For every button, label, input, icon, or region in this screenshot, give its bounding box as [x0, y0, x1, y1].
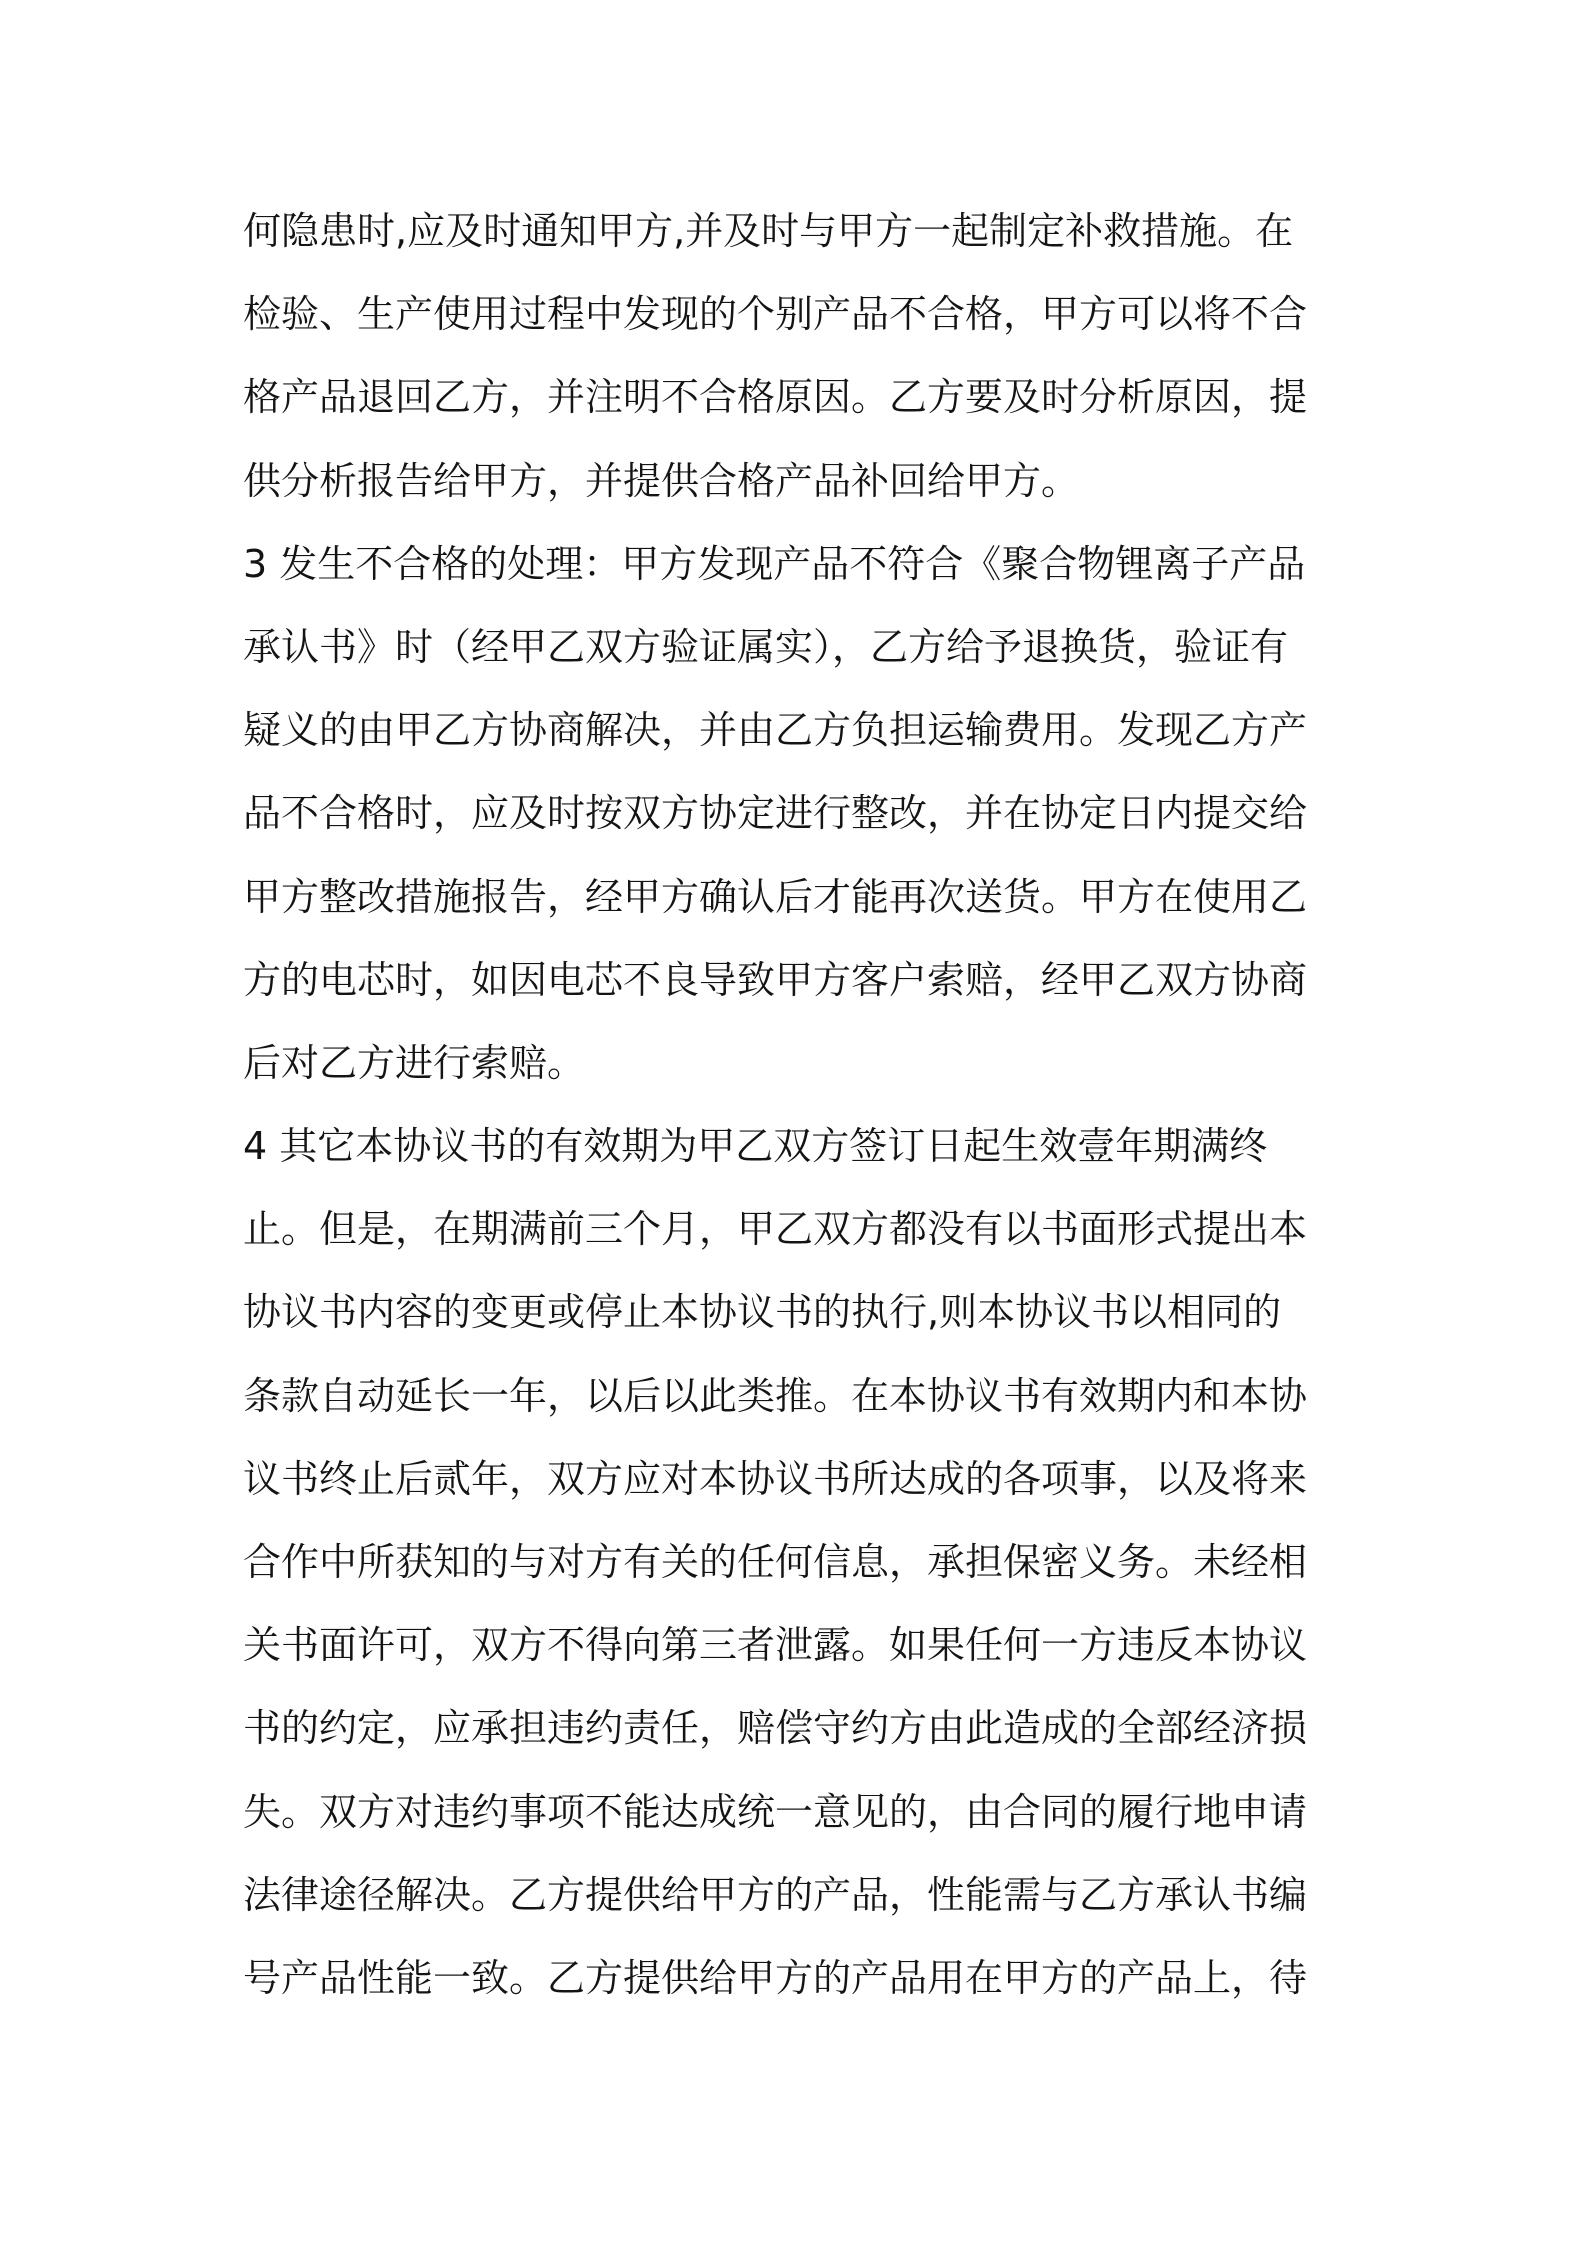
text-line-10: 方的电芯时，如因电芯不良导致甲方客户索赔，经甲乙双方协商 [243, 957, 1308, 1002]
text-line-13: 止。但是，在期满前三个月，甲乙双方都没有以书面形式提出本 [243, 1207, 1308, 1252]
text-line-9: 甲方整改措施报告，经甲方确认后才能再次送货。甲方在使用乙 [243, 874, 1308, 919]
text-line-3: 格产品退回乙方，并注明不合格原因。乙方要及时分析原因，提 [243, 375, 1308, 420]
text-line-14: 协议书内容的变更或停止本协议书的执行,则本协议书以相同的 [243, 1290, 1282, 1335]
text-line-6: 承认书》时（经甲乙双方验证属实），乙方给予退换货，验证有 [243, 624, 1289, 669]
text-line-18: 关书面许可，双方不得向第三者泄露。如果任何一方违反本协议 [243, 1623, 1308, 1668]
text-line-19: 书的约定，应承担违约责任，赔偿守约方由此造成的全部经济损 [243, 1706, 1308, 1751]
text-line-17: 合作中所获知的与对方有关的任何信息，承担保密义务。未经相 [243, 1540, 1308, 1584]
text-line-11: 后对乙方进行索赔。 [243, 1040, 586, 1085]
text-line-16: 议书终止后贰年，双方应对本协议书所达成的各项事，以及将来 [243, 1456, 1308, 1501]
text-line-4: 供分析报告给甲方，并提供合格产品补回给甲方。 [243, 458, 1080, 503]
text-line-8: 品不合格时，应及时按双方协定进行整改，并在协定日内提交给 [243, 791, 1308, 836]
text-line-12: 4 其它本协议书的有效期为甲乙双方签订日起生效壹年期满终 [243, 1124, 1268, 1169]
text-line-1: 何隐患时,应及时通知甲方,并及时与甲方一起制定补救措施。在 [243, 209, 1294, 253]
text-line-2: 检验、生产使用过程中发现的个别产品不合格，甲方可以将不合 [243, 292, 1308, 337]
text-line-21: 法律途径解决。乙方提供给甲方的产品，性能需与乙方承认书编 [243, 1872, 1308, 1917]
text-line-7: 疑义的由甲乙方协商解决，并由乙方负担运输费用。发现乙方产 [243, 708, 1308, 753]
text-line-15: 条款自动延长一年，以后以此类推。在本协议书有效期内和本协 [243, 1373, 1308, 1418]
document-body [243, 190, 1353, 2020]
text-line-5: 3 发生不合格的处理：甲方发现产品不符合《聚合物锂离子产品 [243, 541, 1306, 586]
text-line-22: 号产品性能一致。乙方提供给甲方的产品用在甲方的产品上，待 [243, 1955, 1308, 2000]
text-line-20: 失。双方对违约事项不能达成统一意见的，由合同的履行地申请 [243, 1789, 1308, 1834]
